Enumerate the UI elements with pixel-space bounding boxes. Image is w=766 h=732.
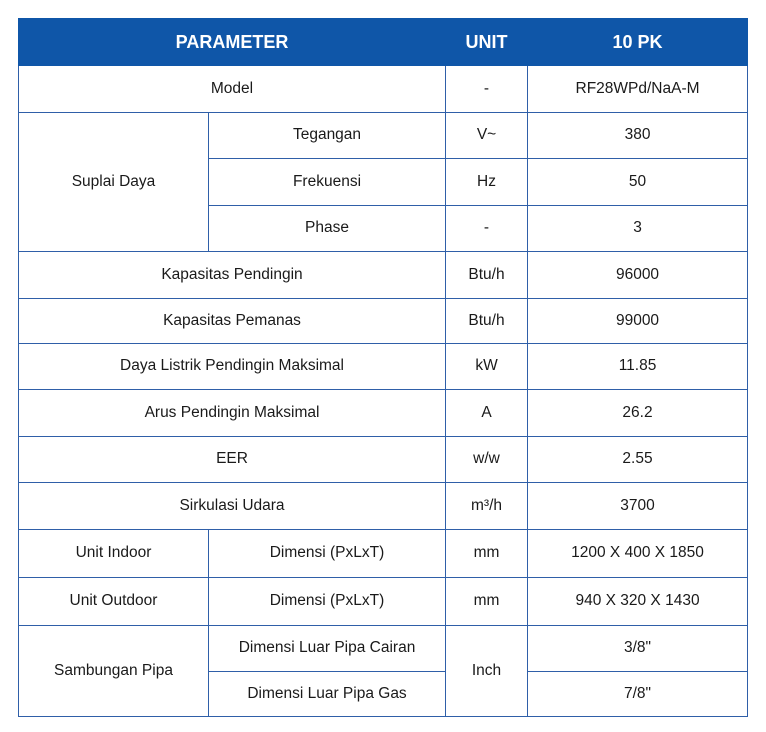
indoor-sub-label: Dimensi (PxLxT)	[209, 529, 446, 577]
table-row-pipa-cairan	[19, 625, 748, 672]
suplai-daya-label: Suplai Daya	[19, 112, 209, 252]
header-parameter: PARAMETER	[19, 19, 446, 66]
table-row-tegangan	[19, 112, 748, 159]
table-row-model	[19, 66, 748, 113]
arus-value: 26.2	[528, 390, 748, 437]
pipa-gas-value: 7/8"	[528, 672, 748, 717]
table-row-kapasitas-pemanas	[19, 298, 748, 343]
kap-pemanas-label: Kapasitas Pemanas	[19, 298, 446, 343]
header-unit: UNIT	[446, 19, 528, 66]
eer-label: EER	[19, 436, 446, 483]
pipa-gas-label: Dimensi Luar Pipa Gas	[209, 672, 446, 717]
sirkulasi-unit: m³/h	[446, 483, 528, 530]
tegangan-label: Tegangan	[209, 112, 446, 159]
sambungan-pipa-label: Sambungan Pipa	[19, 625, 209, 717]
model-label: Model	[19, 66, 446, 113]
spec-table	[18, 18, 748, 717]
phase-value: 3	[528, 205, 748, 252]
outdoor-label: Unit Outdoor	[19, 577, 209, 625]
daya-listrik-value: 11.85	[528, 343, 748, 390]
indoor-unit: mm	[446, 529, 528, 577]
arus-label: Arus Pendingin Maksimal	[19, 390, 446, 437]
arus-unit: A	[446, 390, 528, 437]
pipa-unit: Inch	[446, 625, 528, 717]
table-row-kapasitas-pendingin	[19, 252, 748, 299]
frekuensi-unit: Hz	[446, 159, 528, 206]
model-unit: -	[446, 66, 528, 113]
model-value: RF28WPd/NaA-M	[528, 66, 748, 113]
pipa-cairan-label: Dimensi Luar Pipa Cairan	[209, 625, 446, 672]
sirkulasi-label: Sirkulasi Udara	[19, 483, 446, 530]
outdoor-sub-label: Dimensi (PxLxT)	[209, 577, 446, 625]
daya-listrik-unit: kW	[446, 343, 528, 390]
outdoor-value: 940 X 320 X 1430	[528, 577, 748, 625]
frekuensi-value: 50	[528, 159, 748, 206]
phase-unit: -	[446, 205, 528, 252]
frekuensi-label: Frekuensi	[209, 159, 446, 206]
table-row-arus	[19, 390, 748, 437]
table-row-unit-outdoor	[19, 577, 748, 625]
kap-pemanas-value: 99000	[528, 298, 748, 343]
header-row	[19, 19, 748, 66]
table-row-eer	[19, 436, 748, 483]
eer-value: 2.55	[528, 436, 748, 483]
tegangan-value: 380	[528, 112, 748, 159]
sirkulasi-value: 3700	[528, 483, 748, 530]
eer-unit: w/w	[446, 436, 528, 483]
indoor-label: Unit Indoor	[19, 529, 209, 577]
pipa-cairan-value: 3/8"	[528, 625, 748, 672]
indoor-value: 1200 X 400 X 1850	[528, 529, 748, 577]
phase-label: Phase	[209, 205, 446, 252]
kap-pemanas-unit: Btu/h	[446, 298, 528, 343]
kap-pendingin-value: 96000	[528, 252, 748, 299]
daya-listrik-label: Daya Listrik Pendingin Maksimal	[19, 343, 446, 390]
outdoor-unit: mm	[446, 577, 528, 625]
tegangan-unit: V~	[446, 112, 528, 159]
table-row-sirkulasi	[19, 483, 748, 530]
kap-pendingin-unit: Btu/h	[446, 252, 528, 299]
kap-pendingin-label: Kapasitas Pendingin	[19, 252, 446, 299]
table-row-daya-listrik	[19, 343, 748, 390]
table-row-unit-indoor	[19, 529, 748, 577]
header-value: 10 PK	[528, 19, 748, 66]
